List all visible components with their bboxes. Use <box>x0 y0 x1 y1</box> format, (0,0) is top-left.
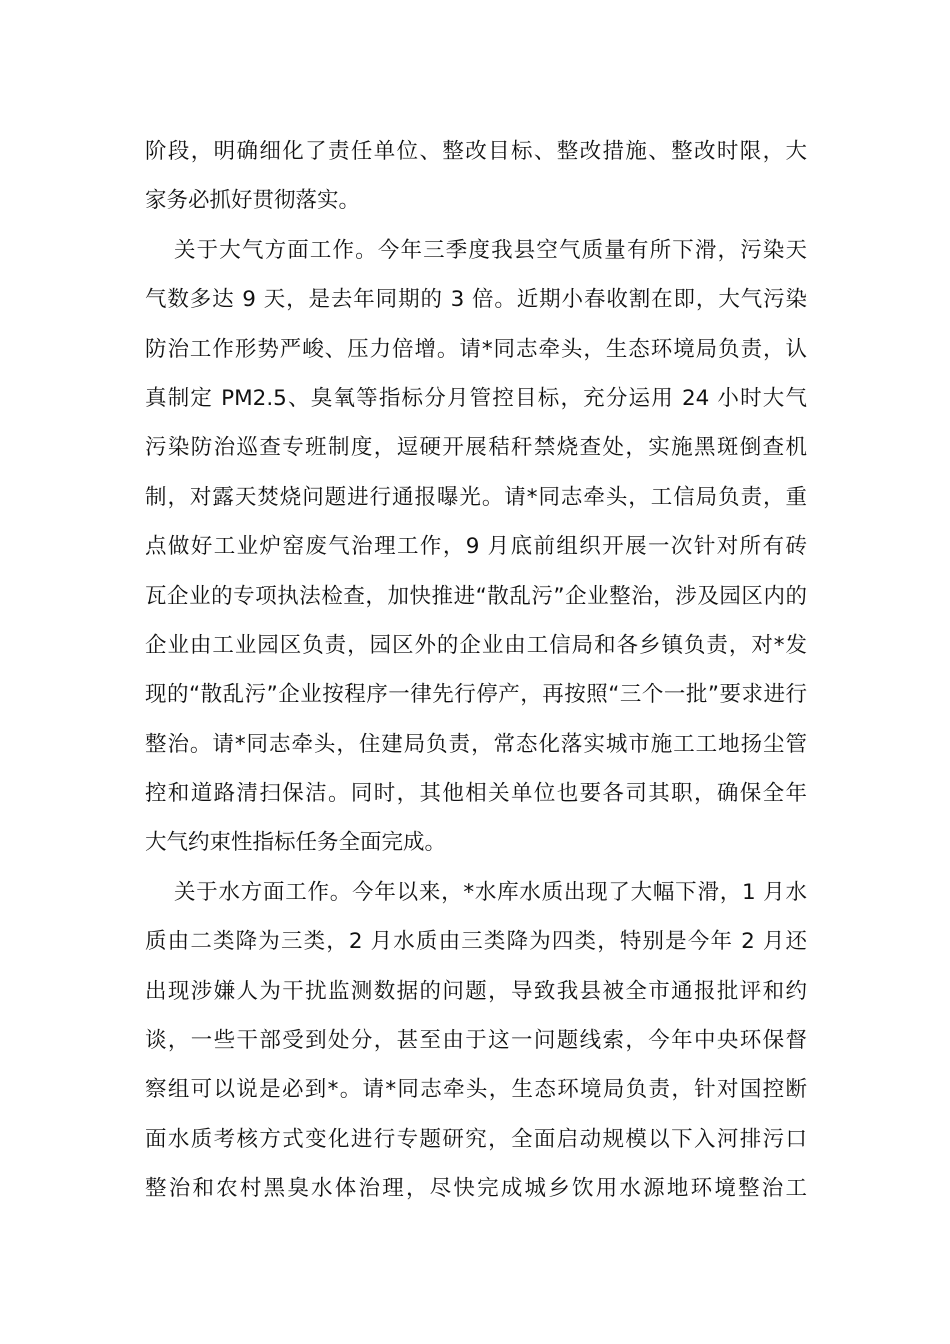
text-line: 点做好工业炉窑废气治理工作，9 月底前组织开展一次针对所有砖 <box>145 534 807 560</box>
text-line: 瓦企业的专项执法检查，加快推进“散乱污”企业整治，涉及园区内的 <box>145 583 807 609</box>
paragraph <box>145 127 807 226</box>
text-line: 真制定 PM2.5、臭氧等指标分月管控目标，充分运用 24 小时大气 <box>145 385 807 411</box>
text-line: 阶段，明确细化了责任单位、整改目标、整改措施、整改时限，大 <box>145 139 807 164</box>
text-line: 大气约束性指标任务全面完成。 <box>145 830 447 856</box>
text-line: 面水质考核方式变化进行专题研究，全面启动规模以下入河排污口 <box>145 1126 807 1152</box>
text-line: 气数多达 9 天，是去年同期的 3 倍。近期小春收割在即，大气污染 <box>145 287 807 313</box>
text-line: 现的“散乱污”企业按程序一律先行停产，再按照“三个一批”要求进行 <box>145 682 807 708</box>
text-line: 整治。请*同志牵头，住建局负责，常态化落实城市施工工地扬尘管 <box>145 731 807 757</box>
text-line: 污染防治巡查专班制度，逗硬开展秸秆禁烧查处，实施黑斑倒查机 <box>145 435 807 461</box>
text-line: 察组可以说是必到*。请*同志牵头，生态环境局负责，针对国控断 <box>145 1077 807 1103</box>
text-line: 防治工作形势严峻、压力倍增。请*同志牵头，生态环境局负责，认 <box>145 336 807 362</box>
text-line: 谈，一些干部受到处分，甚至由于这一问题线索，今年中央环保督 <box>145 1028 807 1054</box>
text-line: 关于水方面工作。今年以来，*水库水质出现了大幅下滑，1 月水 <box>174 879 807 905</box>
text-line: 关于大气方面工作。今年三季度我县空气质量有所下滑，污染天 <box>174 237 807 263</box>
text-line: 控和道路清扫保洁。同时，其他相关单位也要各司其职，确保全年 <box>145 781 807 807</box>
text-line: 制，对露天焚烧问题进行通报曝光。请*同志牵头，工信局负责，重 <box>145 484 807 510</box>
text-line: 家务必抓好贯彻落实。 <box>145 188 361 214</box>
text-line: 整治和农村黑臭水体治理，尽快完成城乡饮用水源地环境整治工 <box>145 1176 807 1202</box>
text-line: 企业由工业园区负责，园区外的企业由工信局和各乡镇负责，对*发 <box>145 632 807 658</box>
paragraph <box>145 868 807 1214</box>
paragraph <box>145 226 807 868</box>
text-line: 质由二类降为三类，2 月水质由三类降为四类，特别是今年 2 月还 <box>145 929 807 955</box>
document-body <box>145 127 807 1214</box>
text-line: 出现涉嫌人为干扰监测数据的问题，导致我县被全市通报批评和约 <box>145 978 807 1004</box>
